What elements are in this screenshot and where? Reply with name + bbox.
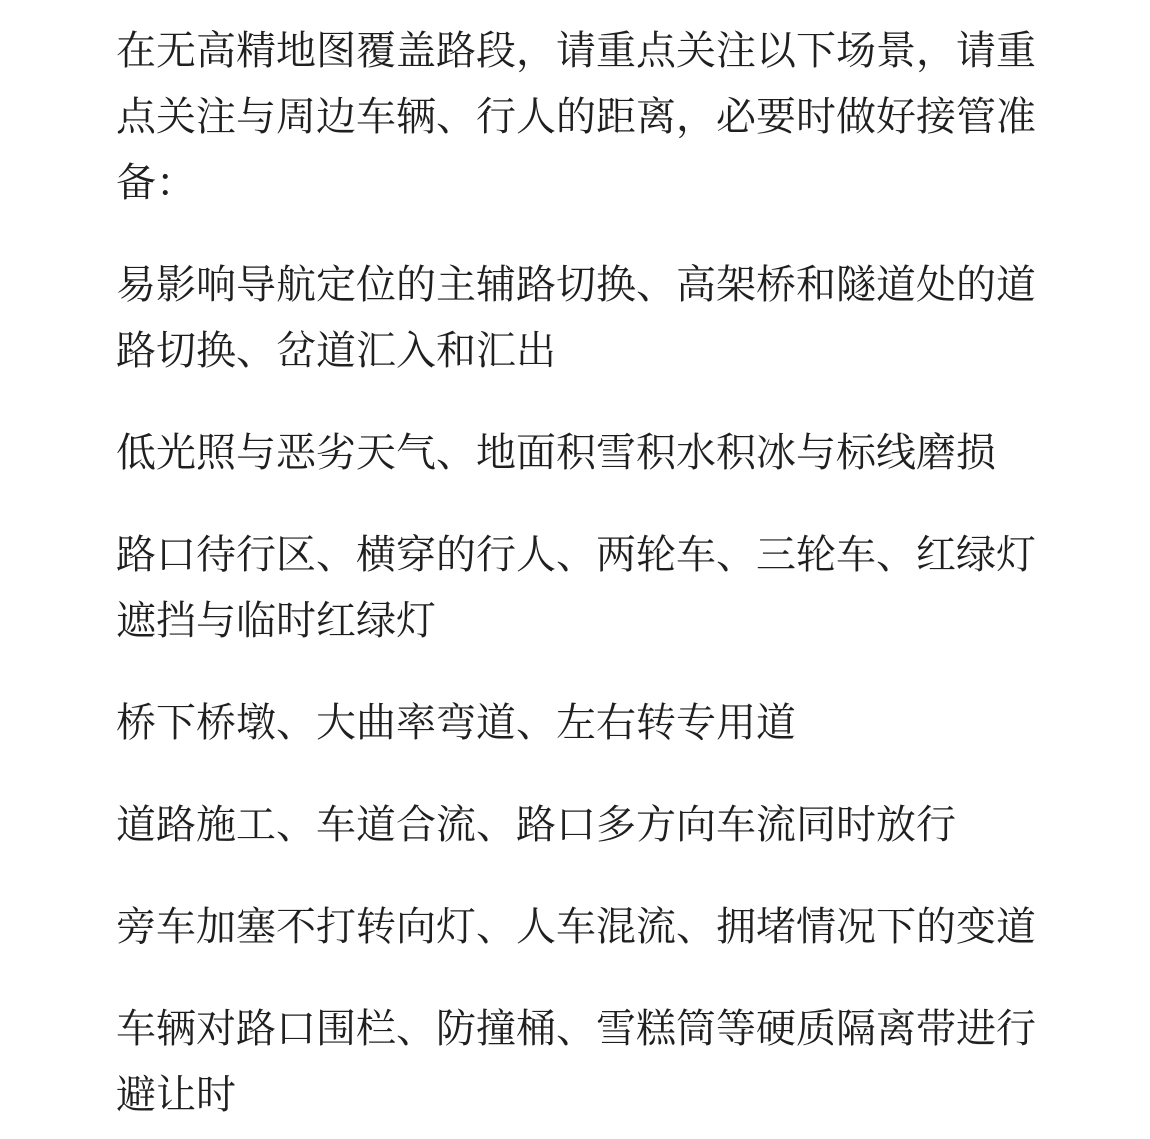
document-body (116, 18, 1066, 1128)
scenario-item-construction: 道路施工、车道合流、路口多方向车流同时放行 (116, 802, 956, 848)
scenario-item-barriers: 车辆对路口围栏、防撞桶、雪糕筒等硬质隔离带进行避让时 (116, 1006, 1036, 1118)
scenario-item-navigation-switch: 易影响导航定位的主辅路切换、高架桥和隧道处的道路切换、岔道汇入和汇出 (116, 262, 1036, 374)
scenario-item-intersection: 路口待行区、横穿的行人、两轮车、三轮车、红绿灯遮挡与临时红绿灯 (116, 532, 1036, 644)
scenario-item-bridge-curve: 桥下桥墩、大曲率弯道、左右转专用道 (116, 700, 796, 746)
scenario-item-weather: 低光照与恶劣天气、地面积雪积水积冰与标线磨损 (116, 430, 996, 476)
scenario-item-cut-in: 旁车加塞不打转向灯、人车混流、拥堵情况下的变道 (116, 904, 1036, 950)
intro-paragraph: 在无高精地图覆盖路段，请重点关注以下场景，请重点关注与周边车辆、行人的距离，必要时做好接管准备： (116, 28, 1036, 206)
